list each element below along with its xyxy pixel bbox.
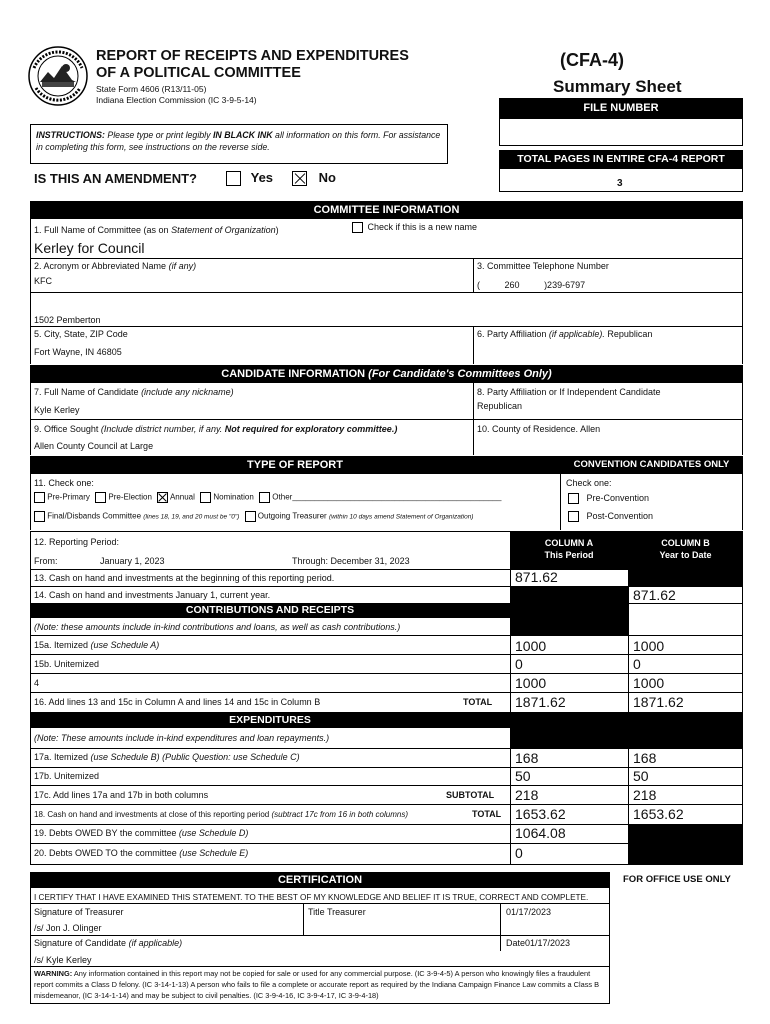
pre-primary-checkbox[interactable] xyxy=(34,492,45,503)
committee-name-value[interactable]: Kerley for Council xyxy=(34,240,145,256)
warning-text: WARNING: Any information contained in this report may not be copied for sale or used for any commercial purpose. (IC 3-9-4-5) A person who knowingly files a fraudulent report commits a Class D felony. (IC 3-14-1-13) A person who fails to file a complete or accurate report as required by the Indiana Campaign Finance Law commits a Class B misdemeanor, (IC 3-14-1-14) and may be subject to civil penalties. (IC 3-9-4-16, IC 3-9-4-17, IC 3-9-4-18) xyxy=(34,969,600,1000)
treasurer-signature-value[interactable]: /s/ Jon J. Olinger xyxy=(34,923,102,933)
phone-label: 3. Committee Telephone Number xyxy=(477,261,609,271)
line-17a-col-b[interactable]: 168 xyxy=(633,750,657,766)
line-19-col-a[interactable]: 1064.08 xyxy=(515,825,566,841)
office-sought-label: 9. Office Sought (Include district number, if any. Not required for exploratory committee.) xyxy=(34,424,398,434)
line-17a-col-a[interactable]: 168 xyxy=(515,750,539,766)
candidate-signature-label: Signature of Candidate (if applicable) xyxy=(34,938,183,948)
candidate-party-value[interactable]: Republican xyxy=(477,401,523,411)
candidate-date[interactable]: Date01/17/2023 xyxy=(506,938,571,948)
street-address-value[interactable]: 1502 Pemberton xyxy=(34,315,101,325)
check-one-label: 11. Check one: xyxy=(34,478,94,488)
amendment-no[interactable]: No xyxy=(292,170,336,186)
line-15a-label: 15a. Itemized (use Schedule A) xyxy=(34,640,160,650)
line-20-label: 20. Debts OWED TO the committee (use Schedule E) xyxy=(34,848,249,858)
amendment-no-checkbox[interactable] xyxy=(292,171,307,186)
summary-sheet-title: Summary Sheet xyxy=(553,77,682,96)
line-17c-col-b[interactable]: 218 xyxy=(633,787,657,803)
total-pages-header: TOTAL PAGES IN ENTIRE CFA-4 REPORT xyxy=(499,150,743,168)
line-13-col-a[interactable]: 871.62 xyxy=(515,569,558,585)
new-name-checkbox[interactable] xyxy=(352,222,363,233)
candidate-signature-value[interactable]: /s/ Kyle Kerley xyxy=(34,955,92,965)
reporting-period-label: 12. Reporting Period: xyxy=(34,537,120,547)
pre-convention-checkbox[interactable] xyxy=(568,493,579,504)
line-19-label: 19. Debts OWED BY the committee (use Schedule D) xyxy=(34,828,249,838)
line-17c-col-a[interactable]: 218 xyxy=(515,787,539,803)
city-value[interactable]: Fort Wayne, IN 46805 xyxy=(34,347,122,357)
treasurer-date[interactable]: 01/17/2023 xyxy=(506,907,552,917)
treasurer-signature-label: Signature of Treasurer xyxy=(34,907,124,917)
total-pages-field[interactable] xyxy=(499,168,743,192)
annual-checkbox[interactable] xyxy=(157,492,168,503)
line-14-col-b[interactable]: 871.62 xyxy=(633,587,676,603)
final-outgoing-options: Final/Disbands Committee (lines 18, 19, and 20 must be "0") Outgoing Treasurer (within 10 days amend Statement of Organization) xyxy=(34,511,473,522)
candidate-info-header: CANDIDATE INFORMATION (For Candidate's Committees Only) xyxy=(30,365,743,383)
committee-party-value: Republican xyxy=(604,329,653,339)
committee-info-header: COMMITTEE INFORMATION xyxy=(30,201,743,219)
convention-candidates-header: CONVENTION CANDIDATES ONLY xyxy=(560,456,743,474)
certification-header: CERTIFICATION xyxy=(30,872,610,888)
form-code: (CFA-4) xyxy=(560,50,624,70)
pre-election-checkbox[interactable] xyxy=(95,492,106,503)
line-15a-col-b[interactable]: 1000 xyxy=(633,638,665,654)
final-disbands-checkbox[interactable] xyxy=(34,511,45,522)
office-use-label: FOR OFFICE USE ONLY xyxy=(623,874,731,885)
total-pages-value: 3 xyxy=(617,178,623,189)
post-convention-checkbox[interactable] xyxy=(568,511,579,522)
pre-convention-option[interactable]: Pre-Convention xyxy=(568,493,649,504)
phone-value[interactable]: ( 260 )239-6797 xyxy=(477,280,586,290)
line-15b-label: 15b. Unitemized xyxy=(34,659,100,669)
line-17c-label: 17c. Add lines 17a and 17b in both columns xyxy=(34,790,209,800)
county-label: 10. County of Residence. Allen xyxy=(477,424,601,434)
line-18-label: 18. Cash on hand and investments at close of this reporting period (subtract 17c from 16 in both columns) xyxy=(34,810,408,819)
line-17a-label: 17a. Itemized (use Schedule B) (Public Question: use Schedule C) xyxy=(34,752,300,762)
line-16-col-b[interactable]: 1871.62 xyxy=(633,694,684,710)
expenditures-header: EXPENDITURES xyxy=(229,714,311,726)
amendment-yes-checkbox[interactable] xyxy=(226,171,241,186)
outgoing-treasurer-checkbox[interactable] xyxy=(245,511,256,522)
certification-statement: I CERTIFY THAT I HAVE EXAMINED THIS STATEMENT. TO THE BEST OF MY KNOWLEDGE AND BELIEF IT IS TRUE, CORRECT AND COMPLETE. xyxy=(34,893,589,902)
treasurer-title-value: Treasurer xyxy=(324,907,366,917)
line-15c-col-b[interactable]: 1000 xyxy=(633,675,665,691)
file-number-header: FILE NUMBER xyxy=(499,98,743,118)
line-18-col-a[interactable]: 1653.62 xyxy=(515,806,566,822)
treasurer-title-label: Title Treasurer xyxy=(308,907,366,917)
convention-check-one: Check one: xyxy=(566,478,612,488)
report-type-options: Pre-Primary Pre-Election Annual Nomination Other_______________________________________________ xyxy=(34,492,501,503)
line-17b-col-b[interactable]: 50 xyxy=(633,768,649,784)
phone-number: )239-6797 xyxy=(544,280,586,290)
report-title: REPORT OF RECEIPTS AND EXPENDITURES OF A POLITICAL COMMITTEE xyxy=(96,48,409,81)
contributions-note: (Note: these amounts include in-kind contributions and loans, as well as cash contributions.) xyxy=(34,622,401,632)
line-15b-col-b[interactable]: 0 xyxy=(633,656,641,672)
line-15b-col-a[interactable]: 0 xyxy=(515,656,523,672)
line-17b-col-a[interactable]: 50 xyxy=(515,768,531,784)
line-16-total-label: TOTAL xyxy=(463,697,493,707)
city-label: 5. City, State, ZIP Code xyxy=(34,329,128,339)
line-16-label: 16. Add lines 13 and 15c in Column A and lines 14 and 15c in Column B xyxy=(34,697,321,707)
line-17b-label: 17b. Unitemized xyxy=(34,771,100,781)
other-line: _______________________________________________ xyxy=(292,492,502,502)
county-value: Allen xyxy=(578,424,601,434)
phone-area-code: 260 xyxy=(504,280,520,290)
line-15a-col-a[interactable]: 1000 xyxy=(515,638,547,654)
line-18-total-label: TOTAL xyxy=(472,809,502,819)
through-date-value: December 31, 2023 xyxy=(330,556,410,566)
acronym-label: 2. Acronym or Abbreviated Name (if any) xyxy=(34,261,197,271)
line-15c-label: 4 xyxy=(34,678,40,688)
state-seal xyxy=(28,46,88,106)
new-name-check[interactable]: Check if this is a new name xyxy=(352,222,477,233)
file-number-field[interactable] xyxy=(499,118,743,146)
expenditures-note: (Note: These amounts include in-kind expenditures and loan repayments.) xyxy=(34,733,330,743)
reporting-period-through: Through: December 31, 2023 xyxy=(292,556,410,566)
amendment-question: IS THIS AN AMENDMENT? xyxy=(34,171,197,186)
line-15c-col-a[interactable]: 1000 xyxy=(515,675,547,691)
nomination-checkbox[interactable] xyxy=(200,492,211,503)
candidate-name-label: 7. Full Name of Candidate (include any nickname) xyxy=(34,387,234,397)
reporting-period-from: From: January 1, 2023 xyxy=(34,556,165,566)
party-affiliation-label: 6. Party Affiliation (if applicable). Republican xyxy=(477,329,653,339)
state-form-number: State Form 4606 (R13/11-05) xyxy=(96,84,207,94)
office-sought-value[interactable]: Allen County Council at Large xyxy=(34,441,154,451)
commission-citation: Indiana Election Commission (IC 3-9-5-14) xyxy=(96,95,257,105)
contributions-header: CONTRIBUTIONS AND RECEIPTS xyxy=(185,604,355,616)
amendment-yes[interactable]: Yes xyxy=(226,170,273,186)
candidate-name-value[interactable]: Kyle Kerley xyxy=(34,405,80,415)
other-checkbox[interactable] xyxy=(259,492,270,503)
committee-name-label: 1. Full Name of Committee (as on Statement of Organization) xyxy=(34,225,279,235)
from-date-value: January 1, 2023 xyxy=(100,556,165,566)
line-16-col-a[interactable]: 1871.62 xyxy=(515,694,566,710)
post-convention-option[interactable]: Post-Convention xyxy=(568,511,653,522)
candidate-party-label: 8. Party Affiliation or If Independent Candidate xyxy=(477,387,661,397)
acronym-value[interactable]: KFC xyxy=(34,276,52,286)
line-20-col-a[interactable]: 0 xyxy=(515,845,523,861)
line-14-label: 14. Cash on hand and investments January 1, current year. xyxy=(34,590,271,600)
instructions-box: INSTRUCTIONS: Please type or print legibly IN BLACK INK all information on this form. For assistance in completing this form, see instructions on the reverse side. xyxy=(30,124,448,164)
line-17c-subtotal-label: SUBTOTAL xyxy=(446,790,495,800)
line-13-label: 13. Cash on hand and investments at the beginning of this reporting period. xyxy=(34,573,335,583)
line-18-col-b[interactable]: 1653.62 xyxy=(633,806,684,822)
type-of-report-header: TYPE OF REPORT xyxy=(30,456,560,474)
